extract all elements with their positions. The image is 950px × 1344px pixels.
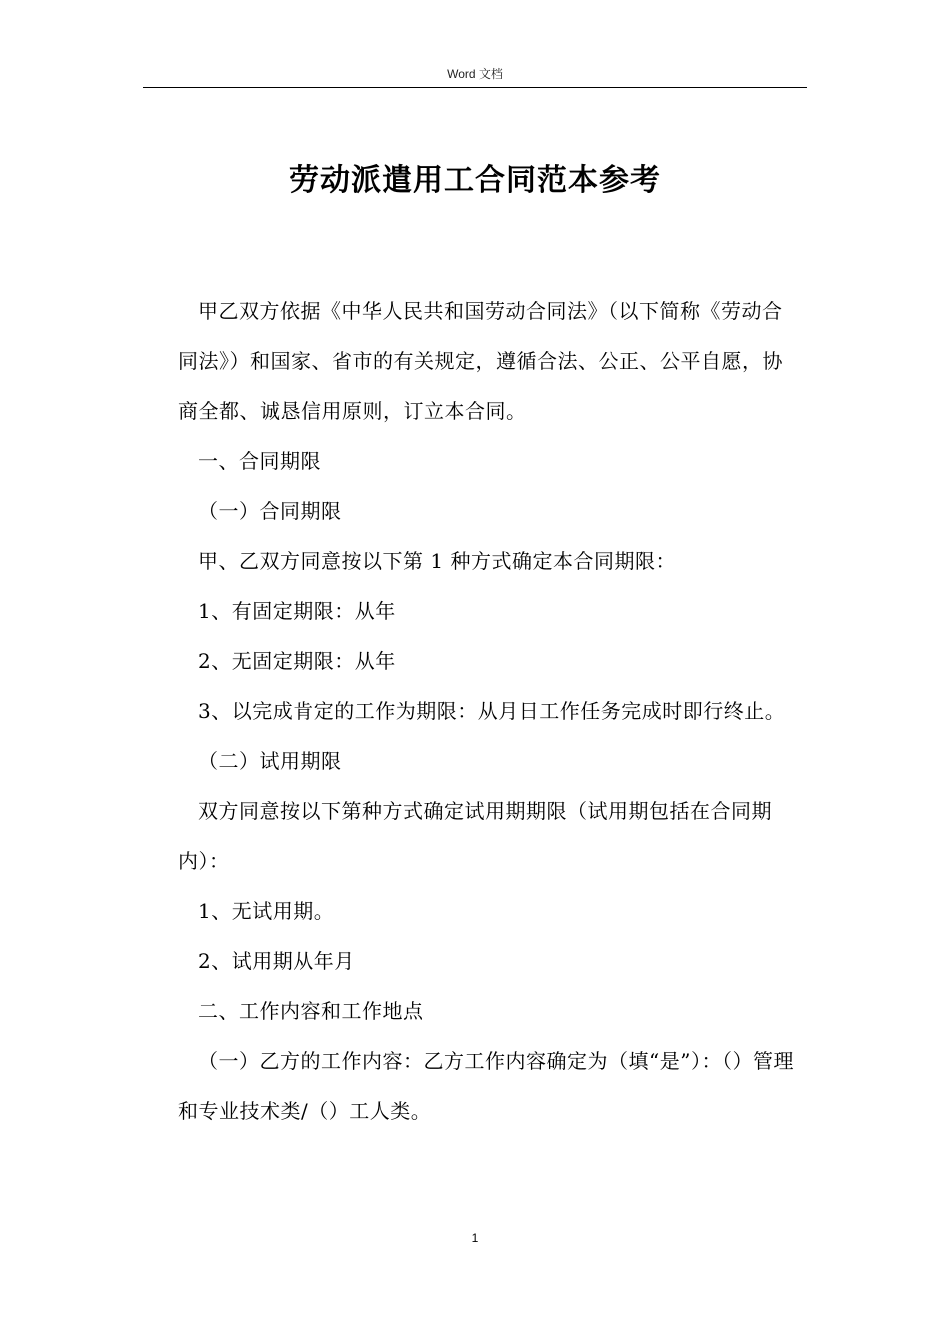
section-heading-work-content: 二、工作内容和工作地点 <box>198 999 424 1023</box>
page-number: 1 <box>471 1231 479 1245</box>
list-item-probation-period: 2、试用期从年月 <box>198 949 355 973</box>
list-item-no-probation: 1、无试用期。 <box>198 899 335 923</box>
section-heading-contract-term: 一、合同期限 <box>198 449 321 473</box>
header-divider <box>143 87 807 88</box>
paragraph-probation-method: 双方同意按以下第种方式确定试用期期限（试用期包括在合同期内）： <box>178 799 772 873</box>
page-header-label: Word 文档 <box>447 67 503 81</box>
document-body <box>178 286 802 1136</box>
list-item-fixed-term: 1、有固定期限：从年 <box>198 599 396 623</box>
paragraph-preamble: 甲乙双方依据《中华人民共和国劳动合同法》（以下简称《劳动合同法》）和国家、省市的有关规定，遵循合法、公正、公平自愿，协商全都、诚恳信用原则，订立本合同。 <box>178 299 783 423</box>
subsection-heading-probation: （二）试用期限 <box>198 749 342 773</box>
subsection-heading-contract-term: （一）合同期限 <box>198 499 342 523</box>
list-item-task-term: 3、以完成肯定的工作为期限：从月日工作任务完成时即行终止。 <box>198 699 786 723</box>
document-title: 劳动派遣用工合同范本参考 <box>289 163 661 198</box>
paragraph-term-method: 甲、乙双方同意按以下第 1 种方式确定本合同期限： <box>198 549 676 573</box>
paragraph-work-content: （一）乙方的工作内容：乙方工作内容确定为（填“是”）：（）管理和专业技术类/（）工人类。 <box>178 1049 794 1123</box>
list-item-open-term: 2、无固定期限：从年 <box>198 649 396 673</box>
